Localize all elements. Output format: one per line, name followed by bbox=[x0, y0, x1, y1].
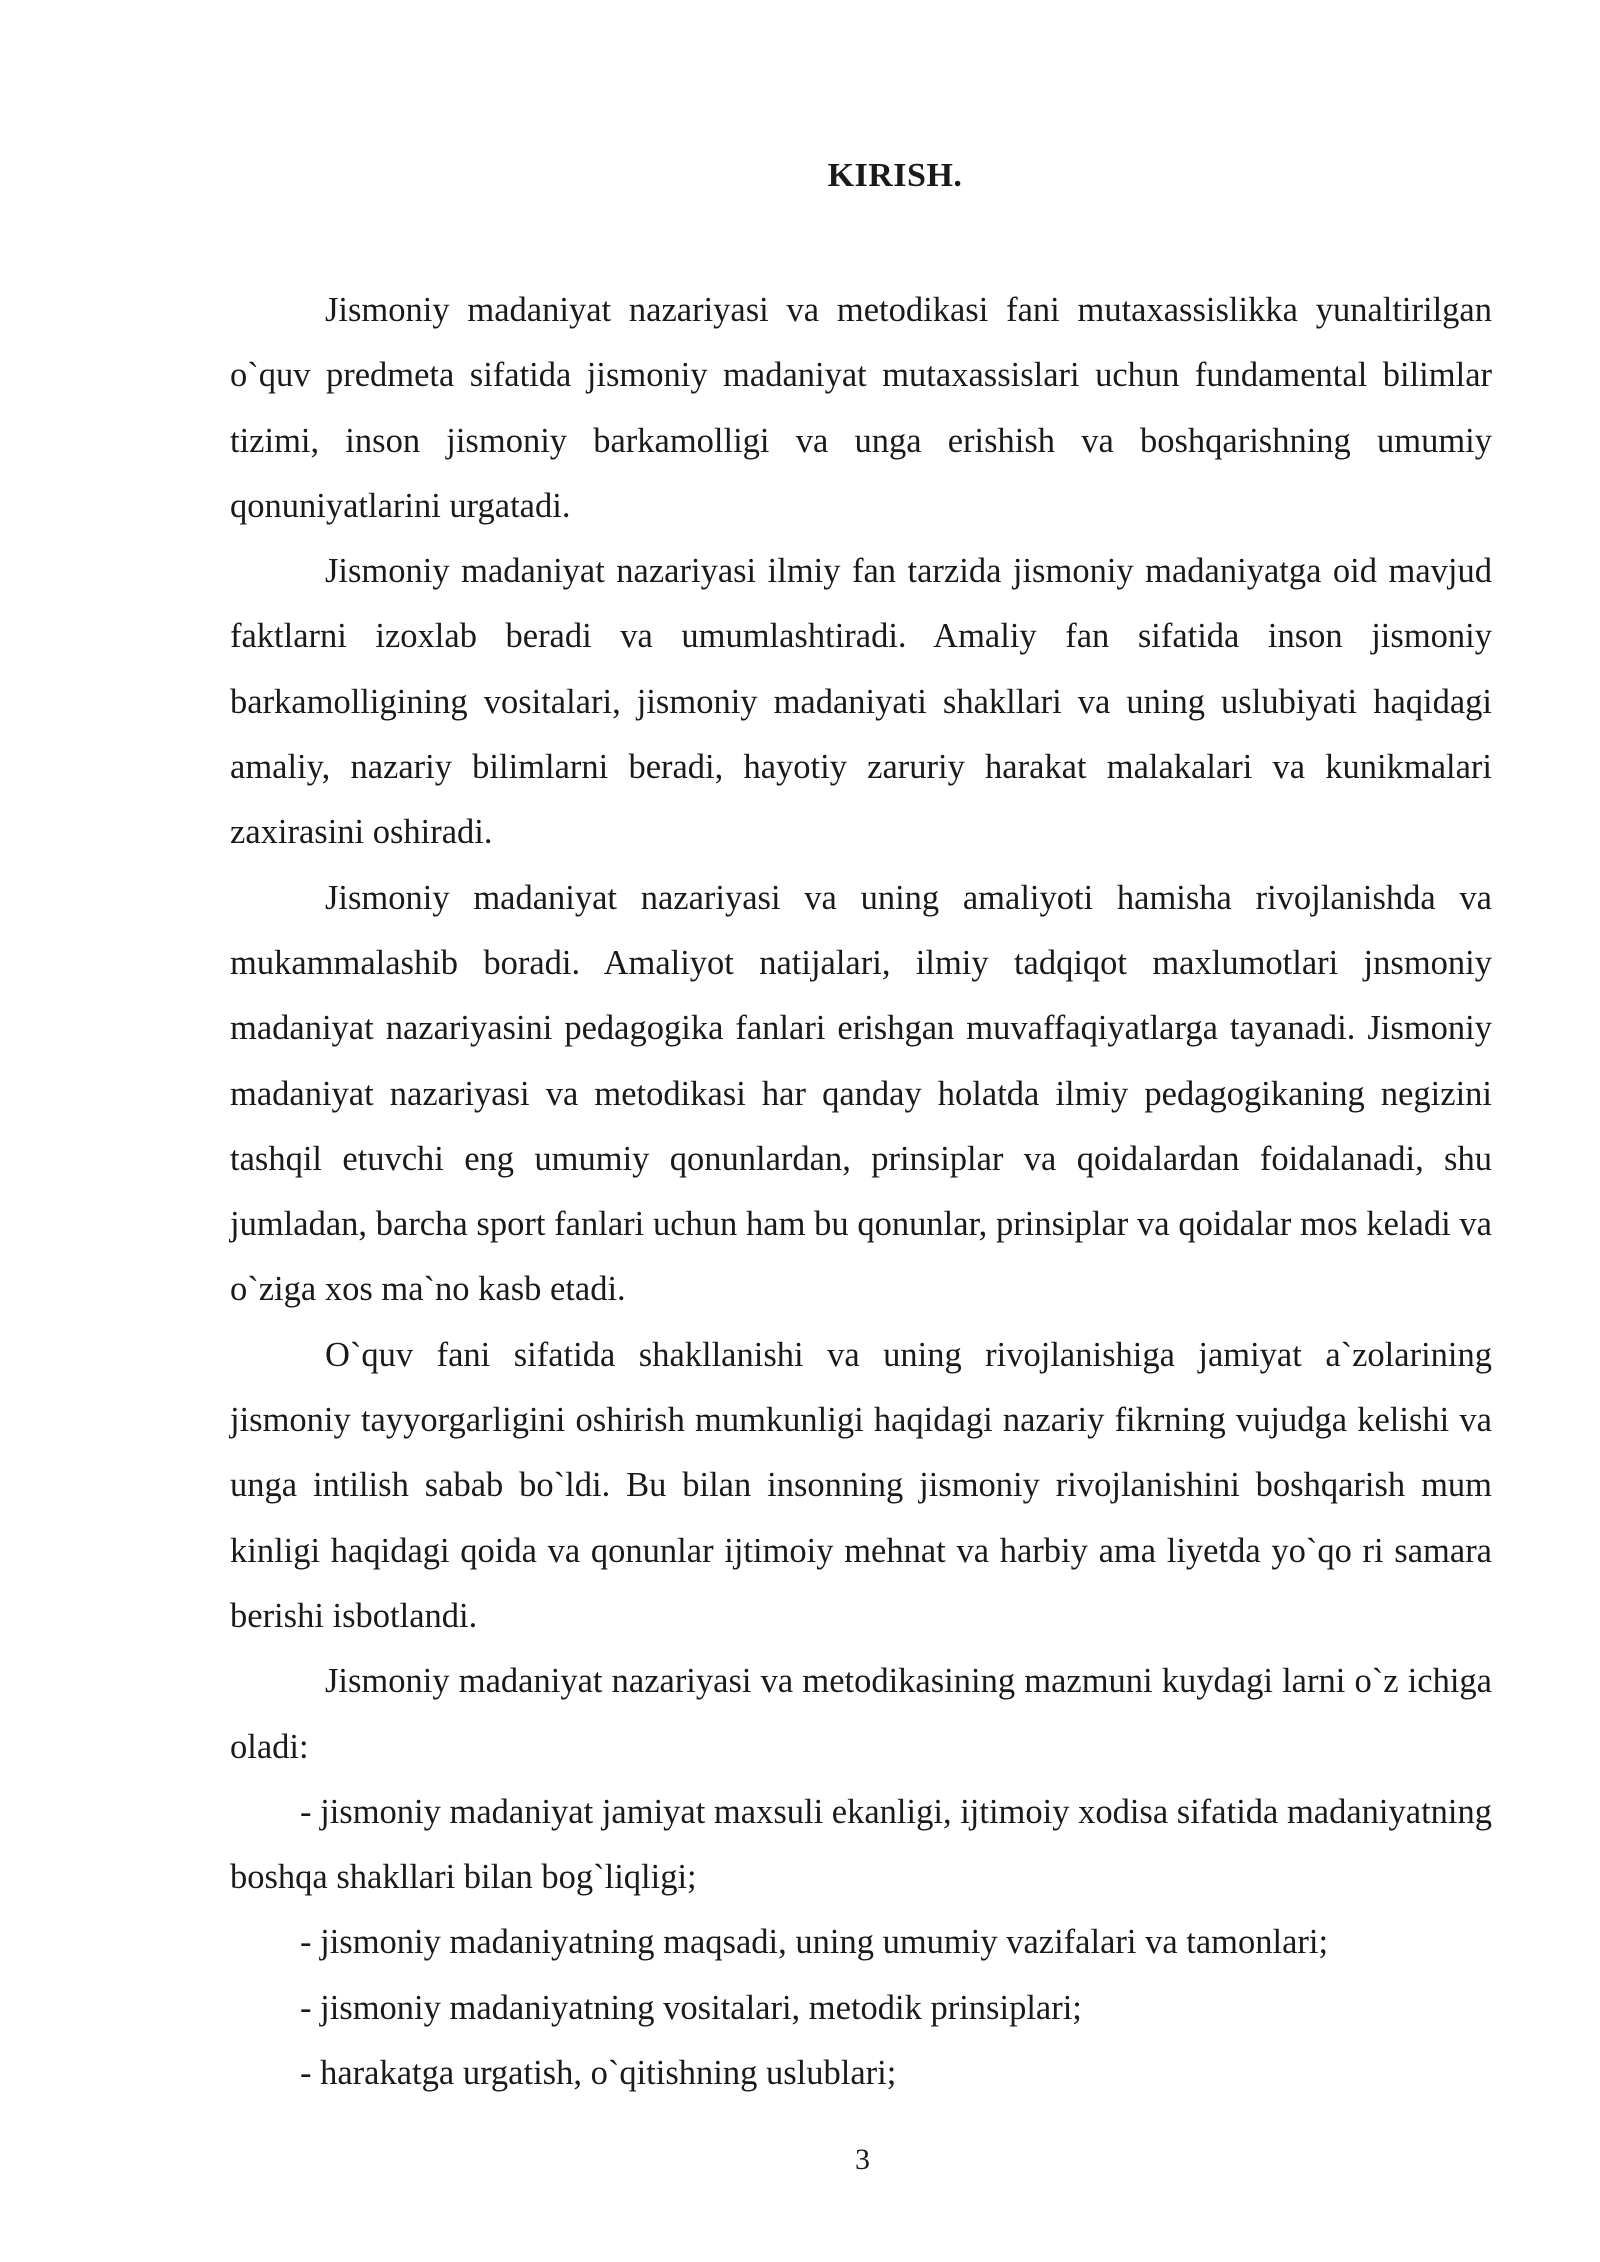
paragraph-4: O`quv fani sifatida shakllanishi va uning rivojlanishiga jamiyat a`zolarining jismoniy tayyorgarligini oshirish mumkunligi haqidagi nazariy fikrning vujudga kelishi va unga intilish sabab bo`ldi. Bu bilan insonning jismoniy rivojlanishini boshqarish mum kinligi haqidagi qoida va qonunlar ijtimoiy mehnat va harbiy ama liyetda yo`qo ri samara berishi isbotlandi. bbox=[230, 1335, 1492, 1635]
paragraph-3: Jismoniy madaniyat nazariyasi va uning amaliyoti hamisha rivojlanishda va mukammalashib boradi. Amaliyot natijalari, ilmiy tadqiqot maxlumotlari jnsmoniy madaniyat nazariyasini pedagogika fanlari erishgan muvaffaqiyatlarga tayanadi. Jismoniy madaniyat nazariyasi va metodikasi har qanday holatda ilmiy pedagogikaning negizini tashqil etuvchi eng umumiy qonunlardan, prinsiplar va qoidalardan foidalanadi, shu jumladan, barcha sport fanlari uchun ham bu qonunlar, prinsiplar va qoidalar mos keladi va o`ziga xos ma`no kasb etadi. bbox=[230, 878, 1492, 1309]
page-title: KIRISH. bbox=[827, 157, 963, 194]
list-item-2: - jismoniy madaniyatning maqsadi, uning umumiy vazifalari va tamonlari; bbox=[300, 1923, 1329, 1962]
body-text bbox=[230, 278, 1492, 2106]
paragraph-2: Jismoniy madaniyat nazariyasi ilmiy fan tarzida jismoniy madaniyatga oid mavjud faktlarni izoxlab beradi va umumlashtiradi. Amaliy fan sifatida inson jismoniy barkamolligining vositalari, jismoniy madaniyati shakllari va uning uslubiyati haqidagi amaliy, nazariy bilimlarni beradi, hayotiy zaruriy harakat malakalari va kunikmalari zaxirasini oshiradi. bbox=[230, 552, 1492, 852]
list-item-1: - jismoniy madaniyat jamiyat maxsuli ekanligi, ijtimoiy xodisa sifatida madaniyatning boshqa shakllari bilan bog`liqligi; bbox=[230, 1792, 1492, 1897]
page-number: 3 bbox=[855, 2143, 870, 2176]
paragraph-5: Jismoniy madaniyat nazariyasi va metodikasining mazmuni kuydagi larni o`z ichiga oladi: bbox=[230, 1662, 1492, 1766]
list-item-3: - jismoniy madaniyatning vositalari, metodik prinsiplari; bbox=[300, 1988, 1082, 2027]
paragraph-1: Jismoniy madaniyat nazariyasi va metodikasi fani mutaxassislikka yunaltirilgan o`quv predmeta sifatida jismoniy madaniyat mutaxassislari uchun fundamental bilimlar tizimi, inson jismoniy barkamolligi va unga erishish va boshqarishning umumiy qonuniyatlarini urgatadi. bbox=[230, 291, 1492, 525]
list-item-4: - harakatga urgatish, o`qitishning uslublari; bbox=[300, 2054, 897, 2093]
